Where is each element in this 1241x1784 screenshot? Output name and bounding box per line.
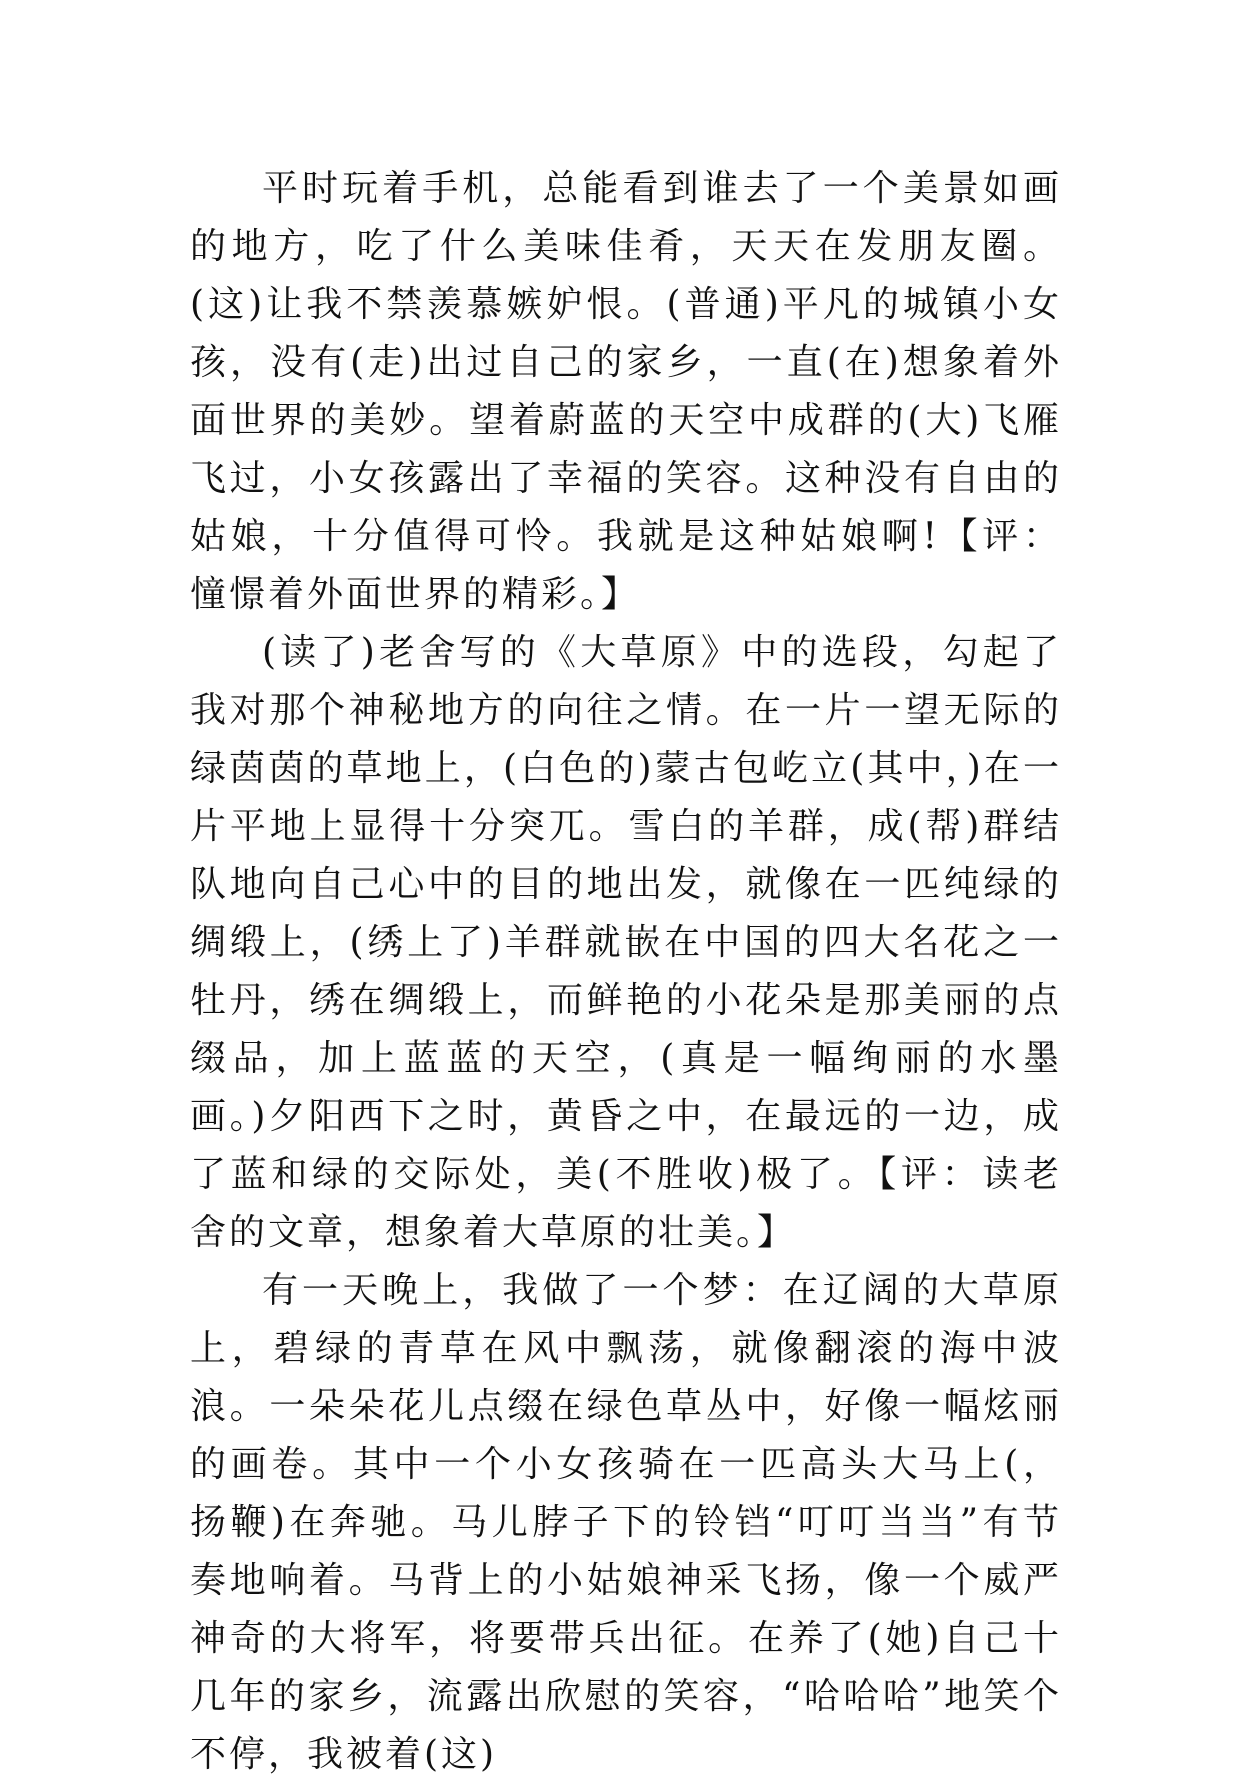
paragraph-3: 有一天晚上，我做了一个梦：在辽阔的大草原上，碧绿的青草在风中飘荡，就像翻滚的海中波浪。一朵朵花儿点缀在绿色草丛中，好像一幅炫丽的画卷。其中一个小女孩骑在一匹高头大马上(，扬鞭)在奔驰。马儿脖子下的铃铛“叮叮当当”有节奏地响着。马背上的小姑娘神采飞扬，像一个威严神奇的大将军，将要带兵出征。在养了(她)自己十几年的家乡，流露出欣慰的笑容，“哈哈哈”地笑个不停，我被着(这): [190, 1270, 1062, 1775]
paragraph-1: 平时玩着手机，总能看到谁去了一个美景如画的地方，吃了什么美味佳肴，天天在发朋友圈。(这)让我不禁羡慕嫉妒恨。(普通)平凡的城镇小女孩，没有(走)出过自己的家乡，一直(在)想象着外面世界的美妙。望着蔚蓝的天空中成群的(大)飞雁飞过，小女孩露出了幸福的笑容。这种没有自由的姑娘，十分值得可怜。我就是这种姑娘啊!【评：憧憬着外面世界的精彩。】: [190, 168, 1062, 615]
paragraph-2: (读了)老舍写的《大草原》中的选段，勾起了我对那个神秘地方的向往之情。在一片一望无际的绿茵茵的草地上，(白色的)蒙古包屹立(其中，)在一片平地上显得十分突兀。雪白的羊群，成(帮)群结队地向自己心中的目的地出发，就像在一匹纯绿的绸缎上，(绣上了)羊群就嵌在中国的四大名花之一牡丹，绣在绸缎上，而鲜艳的小花朵是那美丽的点缀品，加上蓝蓝的天空，(真是一幅绚丽的水墨画。)夕阳西下之时，黄昏之中，在最远的一边，成了蓝和绿的交际处，美(不胜收)极了。【评：读老舍的文章，想象着大草原的壮美。】: [190, 632, 1062, 1253]
document-body: [190, 160, 1062, 1784]
